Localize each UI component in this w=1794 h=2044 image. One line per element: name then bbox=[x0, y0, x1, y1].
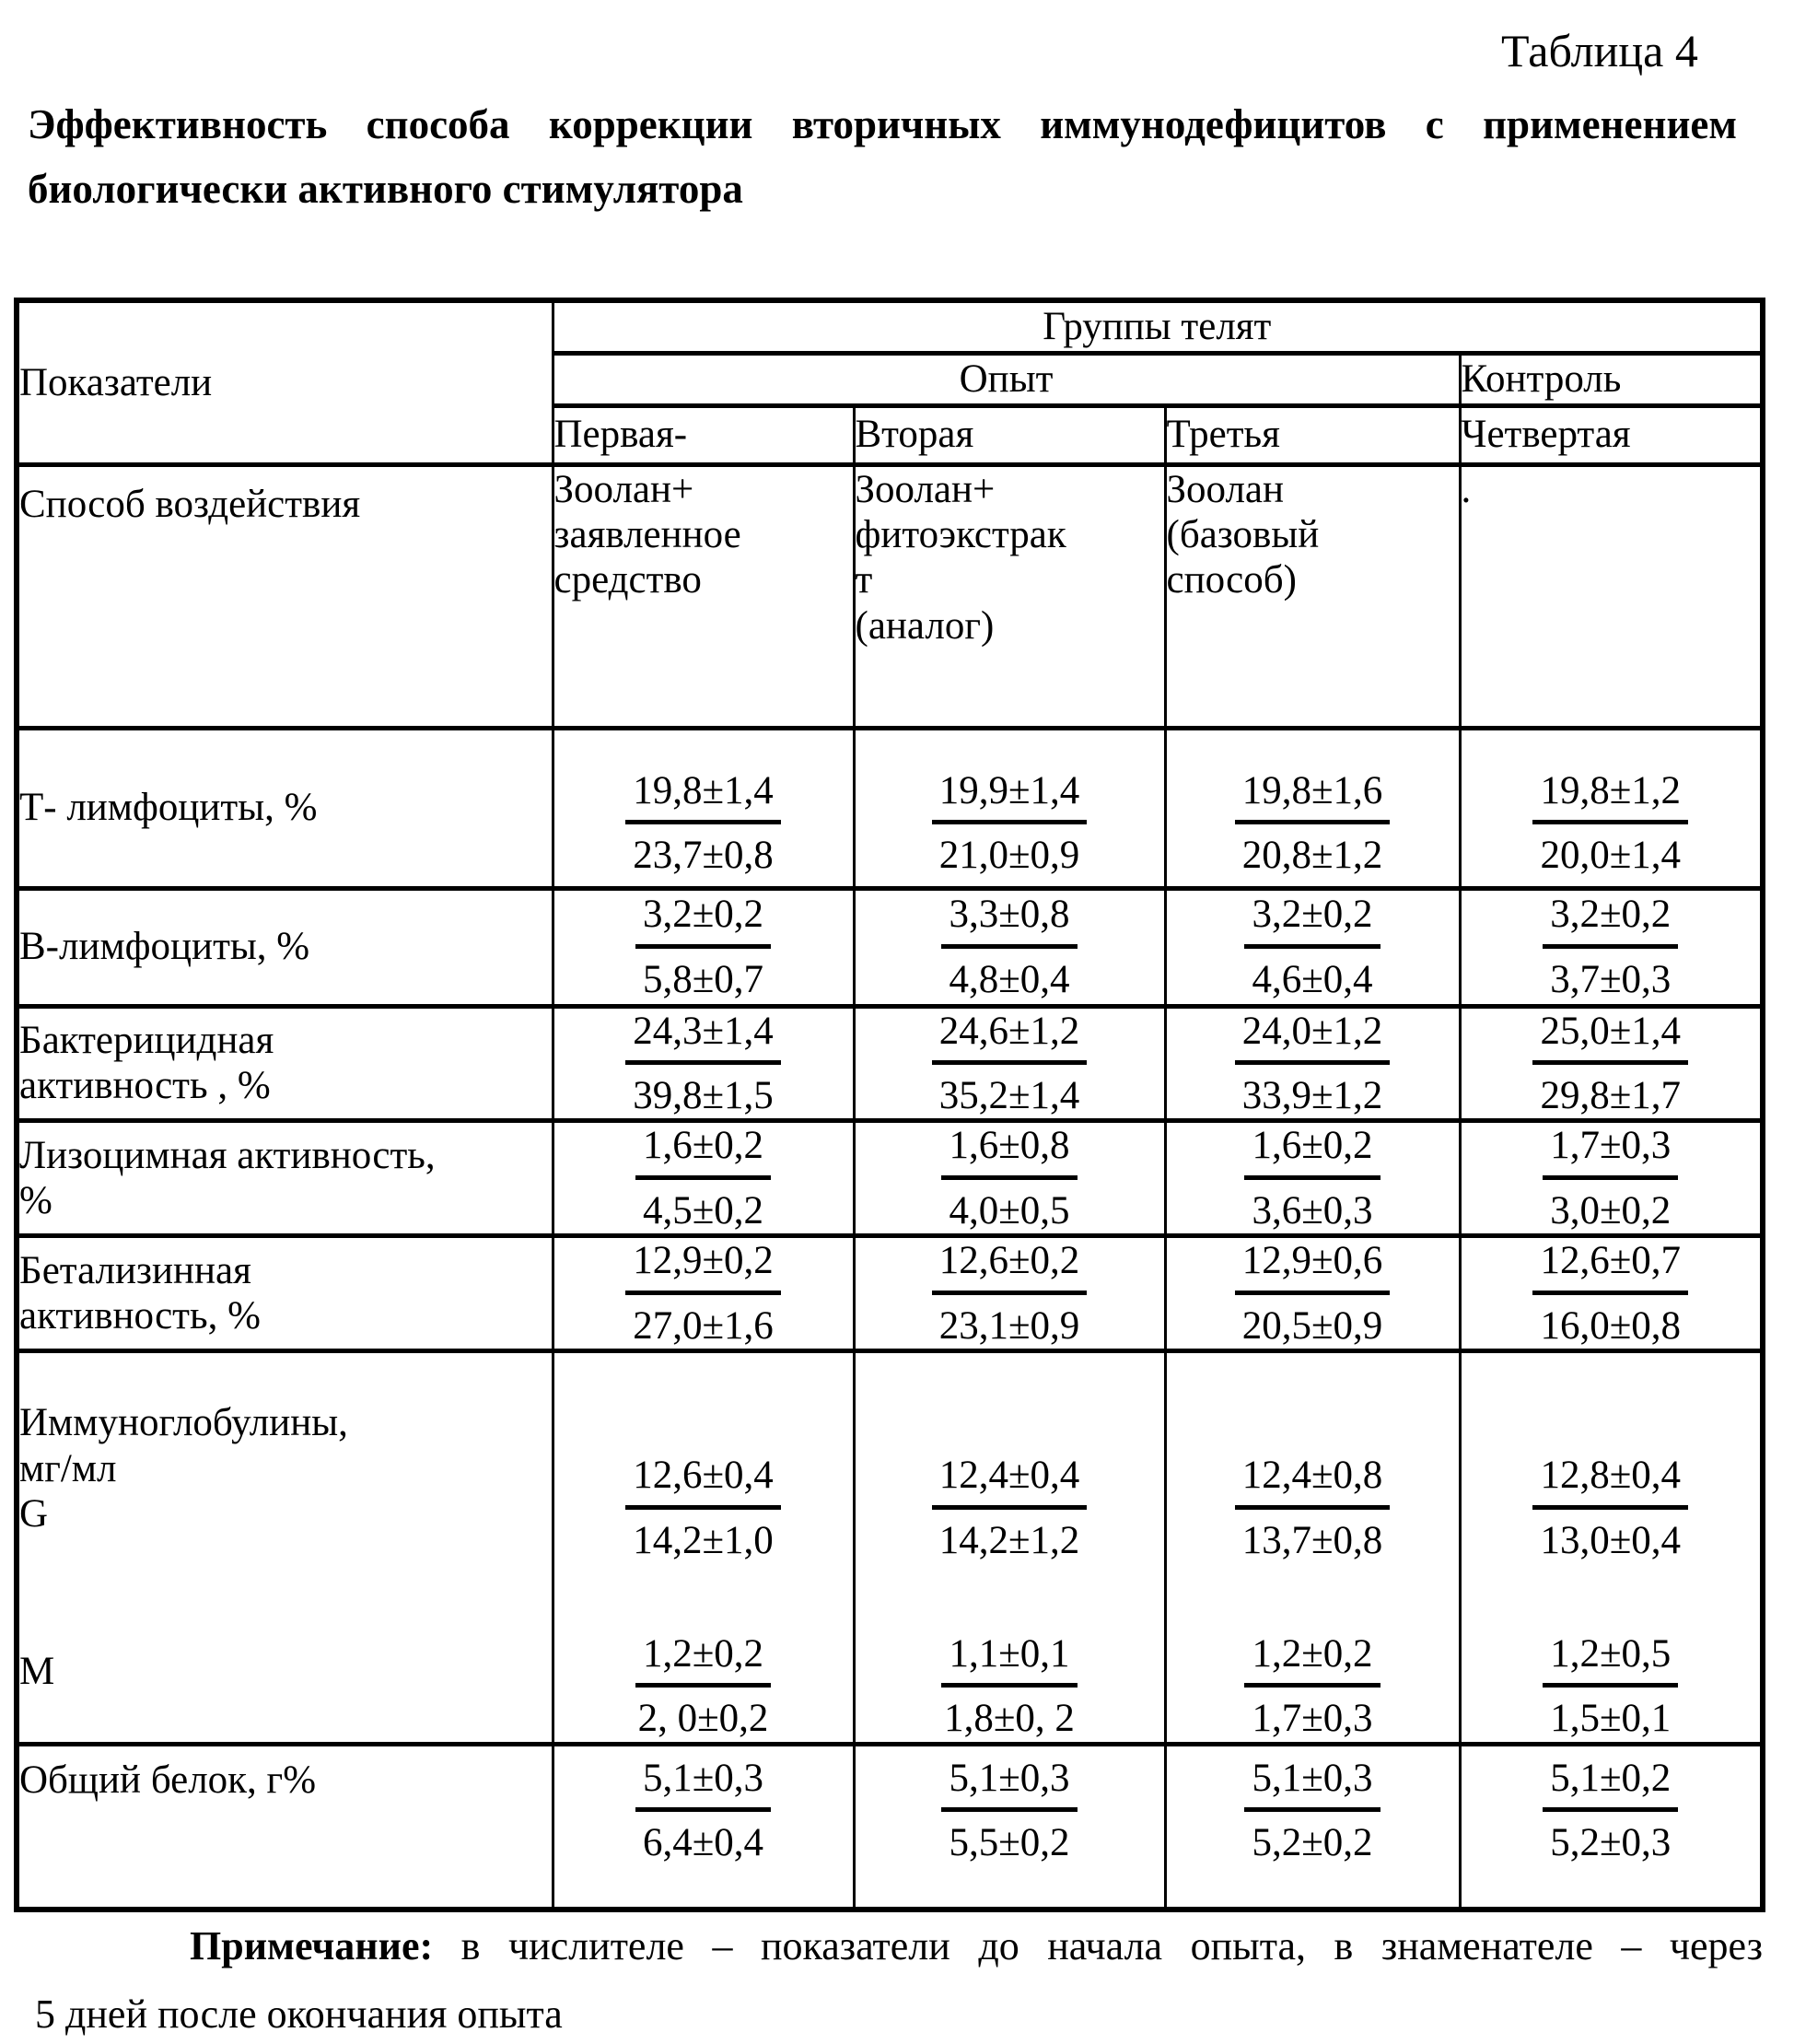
row-t-lymphocytes bbox=[17, 728, 1763, 888]
method-cell-group1: Зоолан+ заявленное средство bbox=[553, 464, 854, 728]
value-before-experiment: 12,9±0,2 bbox=[625, 1238, 781, 1294]
value-after-experiment: 4,8±0,4 bbox=[949, 957, 1070, 1001]
value-before-experiment: 5,1±0,3 bbox=[635, 1756, 771, 1812]
row-label-bactericidal: Бактерицидная активность , % bbox=[17, 1006, 553, 1121]
fraction bbox=[1244, 892, 1380, 1002]
fraction bbox=[932, 1238, 1088, 1349]
fraction bbox=[1532, 1009, 1688, 1119]
value-cell bbox=[854, 1236, 1165, 1351]
value-before-experiment: 1,1±0,1 bbox=[941, 1631, 1077, 1688]
row-bactericidal-activity bbox=[17, 1006, 1763, 1121]
fraction-g bbox=[1532, 1453, 1688, 1563]
value-before-experiment: 19,9±1,4 bbox=[932, 768, 1088, 824]
row-label-method: Способ воздействия bbox=[17, 464, 553, 728]
value-before-experiment: 1,2±0,2 bbox=[635, 1631, 771, 1688]
value-after-experiment: 4,5±0,2 bbox=[642, 1188, 764, 1232]
fraction bbox=[625, 1238, 781, 1349]
value-cell bbox=[553, 1121, 854, 1236]
fraction bbox=[1244, 1123, 1380, 1233]
value-before-experiment: 25,0±1,4 bbox=[1532, 1009, 1688, 1065]
value-before-experiment: 3,2±0,2 bbox=[1543, 892, 1678, 948]
fraction bbox=[932, 1009, 1088, 1119]
fraction bbox=[932, 768, 1088, 879]
row-label-lysozyme: Лизоцимная активность, % bbox=[17, 1121, 553, 1236]
value-after-experiment: 35,2±1,4 bbox=[938, 1073, 1080, 1117]
value-cell bbox=[1165, 1006, 1460, 1121]
value-after-experiment: 29,8±1,7 bbox=[1540, 1073, 1682, 1117]
table-number-label: Таблица 4 bbox=[1501, 25, 1698, 76]
value-cell bbox=[1460, 1744, 1763, 1910]
value-before-experiment: 1,2±0,5 bbox=[1543, 1631, 1678, 1688]
value-before-experiment: 1,2±0,2 bbox=[1244, 1631, 1380, 1688]
value-cell bbox=[1165, 1121, 1460, 1236]
value-after-experiment: 14,2±1,2 bbox=[938, 1518, 1080, 1562]
value-after-experiment: 23,7±0,8 bbox=[633, 834, 774, 878]
value-after-experiment: 16,0±0,8 bbox=[1540, 1303, 1682, 1348]
value-cell bbox=[1165, 888, 1460, 1006]
value-before-experiment: 5,1±0,2 bbox=[1543, 1756, 1678, 1812]
value-after-experiment: 6,4±0,4 bbox=[642, 1821, 764, 1865]
value-cell bbox=[854, 1744, 1165, 1910]
footnote bbox=[35, 1912, 1763, 2044]
value-cell bbox=[553, 1236, 854, 1351]
value-after-experiment: 33,9±1,2 bbox=[1241, 1073, 1383, 1117]
value-cell bbox=[1165, 1236, 1460, 1351]
document-title-line1: Эффективность способа коррекции вторичных иммунодефицитов с применением bbox=[28, 101, 1737, 147]
value-after-experiment: 1,8±0, 2 bbox=[944, 1697, 1075, 1741]
value-cell bbox=[1460, 1236, 1763, 1351]
value-cell bbox=[1460, 728, 1763, 888]
value-after-experiment: 39,8±1,5 bbox=[633, 1073, 774, 1117]
header-row-groups bbox=[17, 300, 1763, 353]
header-control: Контроль bbox=[1460, 353, 1763, 405]
row-betalysin-activity bbox=[17, 1236, 1763, 1351]
value-before-experiment: 1,6±0,8 bbox=[941, 1123, 1077, 1179]
value-after-experiment: 1,7±0,3 bbox=[1252, 1697, 1373, 1741]
value-before-experiment: 3,3±0,8 bbox=[941, 892, 1077, 948]
value-after-experiment: 13,7±0,8 bbox=[1241, 1518, 1383, 1562]
value-cell bbox=[1165, 1351, 1460, 1745]
row-label-t-lymphocytes: Т- лимфоциты, % bbox=[17, 728, 553, 888]
row-label-betalysin: Бетализинная активность, % bbox=[17, 1236, 553, 1351]
fraction bbox=[1543, 892, 1678, 1002]
value-cell bbox=[553, 1744, 854, 1910]
method-cell-group4: . bbox=[1460, 464, 1763, 728]
immunoglobulin-m-label: M bbox=[19, 1650, 55, 1694]
value-after-experiment: 14,2±1,0 bbox=[633, 1518, 774, 1562]
value-cell bbox=[553, 888, 854, 1006]
fraction-g bbox=[932, 1453, 1088, 1563]
value-before-experiment: 5,1±0,3 bbox=[1244, 1756, 1380, 1812]
value-before-experiment: 19,8±1,2 bbox=[1532, 768, 1688, 824]
value-cell bbox=[1460, 1006, 1763, 1121]
value-before-experiment: 1,7±0,3 bbox=[1543, 1123, 1678, 1179]
value-before-experiment: 12,8±0,4 bbox=[1532, 1453, 1688, 1509]
value-before-experiment: 24,3±1,4 bbox=[625, 1009, 781, 1065]
fraction-g bbox=[625, 1453, 781, 1563]
value-before-experiment: 12,6±0,7 bbox=[1532, 1238, 1688, 1294]
row-immunoglobulins bbox=[17, 1351, 1763, 1745]
value-before-experiment: 1,6±0,2 bbox=[635, 1123, 771, 1179]
value-before-experiment: 3,2±0,2 bbox=[635, 892, 771, 948]
fraction bbox=[941, 1123, 1077, 1233]
footnote-label: Примечание: bbox=[190, 1923, 434, 1968]
fraction bbox=[635, 1756, 771, 1866]
row-label-total-protein: Общий белок, г% bbox=[17, 1744, 553, 1910]
value-cell bbox=[553, 728, 854, 888]
value-before-experiment: 12,6±0,2 bbox=[932, 1238, 1088, 1294]
value-after-experiment: 3,0±0,2 bbox=[1550, 1188, 1672, 1232]
header-group-second: Вторая bbox=[854, 405, 1165, 464]
row-total-protein bbox=[17, 1744, 1763, 1910]
fraction bbox=[1235, 768, 1391, 879]
value-after-experiment: 2, 0±0,2 bbox=[637, 1697, 769, 1741]
value-cell bbox=[854, 1121, 1165, 1236]
value-cell bbox=[854, 1351, 1165, 1745]
value-cell bbox=[1460, 888, 1763, 1006]
value-cell bbox=[854, 728, 1165, 888]
value-after-experiment: 27,0±1,6 bbox=[633, 1303, 774, 1348]
value-cell bbox=[854, 888, 1165, 1006]
value-before-experiment: 19,8±1,4 bbox=[625, 768, 781, 824]
fraction-m bbox=[635, 1631, 771, 1742]
results-table bbox=[14, 298, 1765, 1912]
value-before-experiment: 5,1±0,3 bbox=[941, 1756, 1077, 1812]
value-after-experiment: 5,2±0,3 bbox=[1550, 1821, 1672, 1865]
value-after-experiment: 5,8±0,7 bbox=[642, 957, 764, 1001]
fraction bbox=[1543, 1756, 1678, 1866]
fraction bbox=[625, 1009, 781, 1119]
value-before-experiment: 19,8±1,6 bbox=[1235, 768, 1391, 824]
value-cell bbox=[1165, 1744, 1460, 1910]
fraction bbox=[1244, 1756, 1380, 1866]
fraction bbox=[1235, 1009, 1391, 1119]
fraction bbox=[941, 892, 1077, 1002]
fraction bbox=[1532, 1238, 1688, 1349]
row-label-immunoglobulins bbox=[17, 1351, 553, 1745]
fraction-m bbox=[1244, 1631, 1380, 1742]
value-before-experiment: 12,4±0,4 bbox=[932, 1453, 1088, 1509]
method-cell-group3: Зоолан (базовый способ) bbox=[1165, 464, 1460, 728]
footnote-line1 bbox=[35, 1912, 1763, 1980]
footnote-line2: 5 дней после окончания опыта bbox=[35, 1991, 563, 2037]
value-after-experiment: 20,5±0,9 bbox=[1241, 1303, 1383, 1348]
header-groups: Группы телят bbox=[553, 300, 1763, 353]
row-label-b-lymphocytes: В-лимфоциты, % bbox=[17, 888, 553, 1006]
value-after-experiment: 3,6±0,3 bbox=[1252, 1188, 1373, 1232]
row-b-lymphocytes bbox=[17, 888, 1763, 1006]
value-before-experiment: 24,6±1,2 bbox=[932, 1009, 1088, 1065]
value-after-experiment: 20,8±1,2 bbox=[1241, 834, 1383, 878]
fraction-g bbox=[1235, 1453, 1391, 1563]
value-after-experiment: 4,0±0,5 bbox=[949, 1188, 1070, 1232]
fraction bbox=[1543, 1123, 1678, 1233]
header-group-first: Первая- bbox=[553, 405, 854, 464]
value-after-experiment: 3,7±0,3 bbox=[1550, 957, 1672, 1001]
immunoglobulins-label-line2: мг/мл bbox=[19, 1446, 117, 1490]
fraction bbox=[941, 1756, 1077, 1866]
fraction bbox=[1235, 1238, 1391, 1349]
method-cell-group2: Зоолан+ фитоэкстрак т (аналог) bbox=[854, 464, 1165, 728]
header-indicators: Показатели bbox=[17, 300, 553, 464]
value-after-experiment: 5,5±0,2 bbox=[949, 1821, 1070, 1865]
value-cell bbox=[1460, 1121, 1763, 1236]
fraction-m bbox=[941, 1631, 1077, 1742]
value-cell bbox=[854, 1006, 1165, 1121]
value-after-experiment: 23,1±0,9 bbox=[938, 1303, 1080, 1348]
value-before-experiment: 12,9±0,6 bbox=[1235, 1238, 1391, 1294]
footnote-text: в числителе – показатели до начала опыта, в знаменателе – через bbox=[433, 1923, 1763, 1968]
row-method bbox=[17, 464, 1763, 728]
value-after-experiment: 4,6±0,4 bbox=[1252, 957, 1373, 1001]
value-before-experiment: 3,2±0,2 bbox=[1244, 892, 1380, 948]
value-after-experiment: 5,2±0,2 bbox=[1252, 1821, 1373, 1865]
fraction bbox=[635, 892, 771, 1002]
header-group-fourth: Четвертая bbox=[1460, 405, 1763, 464]
value-before-experiment: 12,4±0,8 bbox=[1235, 1453, 1391, 1509]
document-title bbox=[28, 92, 1737, 221]
value-after-experiment: 1,5±0,1 bbox=[1550, 1697, 1672, 1741]
fraction bbox=[635, 1123, 771, 1233]
header-experiment: Опыт bbox=[553, 353, 1460, 405]
value-after-experiment: 13,0±0,4 bbox=[1540, 1518, 1682, 1562]
value-cell bbox=[553, 1006, 854, 1121]
value-before-experiment: 12,6±0,4 bbox=[625, 1453, 781, 1509]
value-cell bbox=[553, 1351, 854, 1745]
value-after-experiment: 20,0±1,4 bbox=[1540, 834, 1682, 878]
immunoglobulins-label-line1: Иммуноглобулины, bbox=[19, 1401, 348, 1445]
value-cell bbox=[1165, 728, 1460, 888]
value-before-experiment: 24,0±1,2 bbox=[1235, 1009, 1391, 1065]
value-before-experiment: 1,6±0,2 bbox=[1244, 1123, 1380, 1179]
value-cell bbox=[1460, 1351, 1763, 1745]
header-group-third: Третья bbox=[1165, 405, 1460, 464]
value-after-experiment: 21,0±0,9 bbox=[938, 834, 1080, 878]
fraction bbox=[625, 768, 781, 879]
fraction-m bbox=[1543, 1631, 1678, 1742]
fraction bbox=[1532, 768, 1688, 879]
immunoglobulin-g-label: G bbox=[19, 1492, 49, 1536]
row-lysozyme-activity bbox=[17, 1121, 1763, 1236]
document-title-line2: биологически активного стимулятора bbox=[28, 166, 743, 212]
